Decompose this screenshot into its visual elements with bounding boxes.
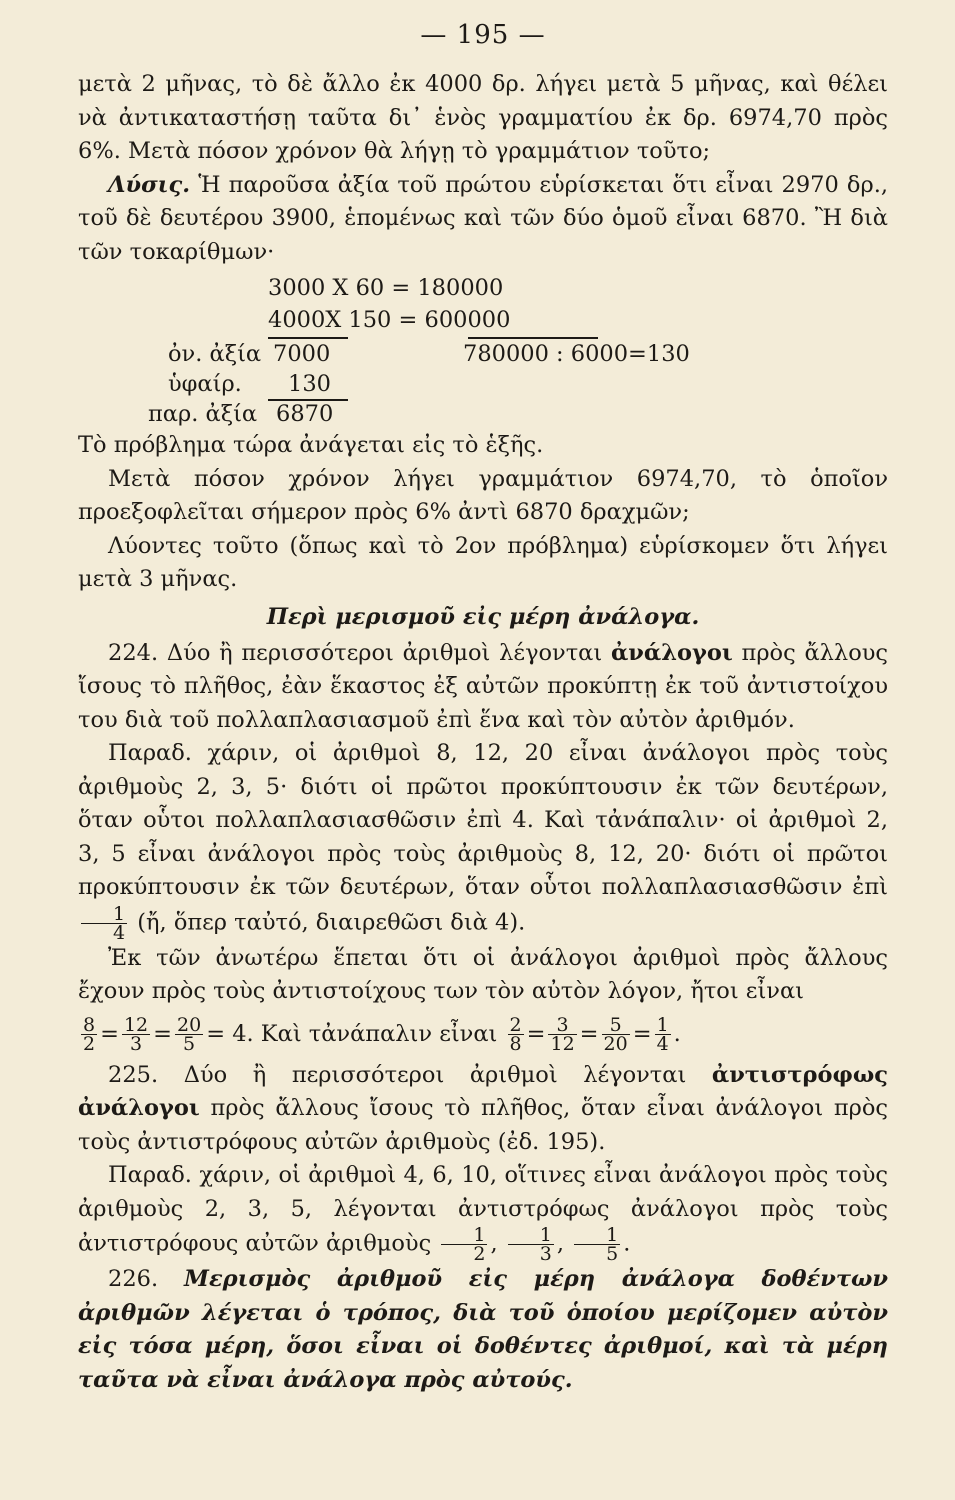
frac-den: 12 <box>550 1033 575 1055</box>
frac-den: 3 <box>130 1033 143 1055</box>
section-225-example-text: Παραδ. χάριν, οἱ ἀριθμοὶ 4, 6, 10, οἵτινες εἶναι ἀνάλογοι πρὸς τοὺς ἀριθμοὺς 2, 3, 5, λέγονται ἀντιστρόφως ἀνάλογοι πρὸς τοὺς ἀντιστρόφους αὐτῶν ἀριθμοὺς <box>78 1162 888 1257</box>
section-224 <box>78 637 888 738</box>
ratio-equation: $\frac{8}{2}$ = $\frac{12}{3}$ = $\frac{20}{5}$ = 4. Καὶ τἀνάπαλιν εἶναι $\frac{2}{8}$ = $\frac{3}{12}$ = $\frac{5}{20}$ = $\frac{1}{4}$ . <box>83 1014 681 1055</box>
frac-num: 12 <box>123 1014 149 1036</box>
frac-den: 2 <box>83 1033 96 1055</box>
section-heading: Περὶ μερισμοῦ εἰς μέρη ἀνάλογα. <box>266 603 700 630</box>
calc-row-1: 3000 X 60 = 180000 <box>268 275 504 301</box>
calc-row-5-value: 6870 <box>276 401 334 427</box>
calculation-block <box>78 269 888 429</box>
section-225-text-a: Δύο ἢ περισσότεροι ἀριθμοὶ λέγονται <box>183 1061 687 1088</box>
fraction-8-2 <box>81 1016 97 1053</box>
section-224-number: 224. <box>108 639 159 666</box>
frac-num: 8 <box>83 1014 96 1036</box>
answer-paragraph: Λύοντες τοῦτο (ὅπως καὶ τὸ 2ον πρόβλημα) εὑρίσκομεν ὅτι λήγει μετὰ 3 μῆνας. <box>78 532 888 592</box>
calc-row-5-label: παρ. ἀξία <box>148 401 258 427</box>
frac-den: 20 <box>603 1033 628 1055</box>
frac-den: 4 <box>113 921 126 944</box>
section-226 <box>78 1263 888 1397</box>
section-225-example-end: . <box>623 1230 631 1257</box>
term-antistrofos-analogoi: ἀντιστρόφως ἀνάλογοι <box>78 1061 889 1121</box>
frac-num: 1 <box>574 1226 620 1245</box>
section-225 <box>78 1059 888 1160</box>
solution-label: Λύσις. <box>108 171 191 198</box>
page-number: — 195 — <box>420 20 546 50</box>
problem-paragraph: Τὸ πρόβλημα τώρα ἀνάγεται εἰς τὸ ἑξῆς. <box>78 432 544 458</box>
frac-num: 3 <box>548 1016 576 1035</box>
section-225-number: 225. <box>108 1061 159 1088</box>
fraction-1-3 <box>508 1226 554 1263</box>
calc-row-3-label: ὀν. ἀξία <box>168 341 262 367</box>
question-paragraph: Μετὰ πόσον χρόνον λήγει γραμμάτιον 6974,70, τὸ ὁποῖον προεξοφλεῖται σήμερον πρὸς 6% ἀντὶ 6870 δραχμῶν; <box>78 465 888 525</box>
solution-paragraph <box>78 169 888 270</box>
example-text-a: Παραδ. χάριν, οἱ ἀριθμοὶ 8, 12, 20 εἶναι ἀνάλογοι πρὸς τοὺς ἀριθμοὺς 2, 3, 5· διότι οἱ πρῶτοι προκύπτουσιν ἐκ τῶν δευτέρων, ὅταν οὗτοι πολλαπλασιασθῶσιν ἐπὶ 4. Καὶ τἀνάπαλιν· οἱ ἀριθμοὶ 2, 3, 5 εἶναι ἀνάλογοι πρὸς τοὺς ἀριθμοὺς 8, 12, 20· διότι οἱ πρῶτοι προκύπτουσιν ἐκ τῶν δευτέρων, ὅταν οὗτοι πολλαπλασιασθῶσιν ἐπὶ <box>78 740 888 900</box>
fraction-1-4 <box>655 1016 671 1053</box>
calc-row-4-value: 130 <box>288 371 331 397</box>
frac-den: 4 <box>656 1033 669 1055</box>
calc-row-3-result: 780000 : 6000=130 <box>463 341 690 367</box>
frac-num: 5 <box>602 1016 630 1035</box>
section-226-definition: Μερισμὸς ἀριθμοῦ εἰς μέρη ἀνάλογα δοθέντων ἀριθμῶν λέγεται ὁ τρόπος, διὰ τοῦ ὁποίου μερίζομεν αὐτὸν εἰς τόσα μέρη, ὅσοι εἶναι οἱ δοθέντες ἀριθμοί, καὶ τὰ μέρη ταῦτα νὰ εἶναι ἀνάλογα πρὸς αὐτούς. <box>78 1266 888 1393</box>
equation-end: . <box>673 1020 681 1047</box>
fraction-1-5 <box>574 1226 620 1263</box>
section-224-text-a: Δύο ἢ περισσότεροι ἀριθμοὶ λέγονται <box>166 639 603 666</box>
frac-num: 20 <box>177 1014 202 1036</box>
section-224-example <box>78 737 888 942</box>
equation-middle: = 4. Καὶ τἀνάπαλιν εἶναι <box>206 1020 498 1047</box>
fraction-3-12 <box>548 1016 576 1053</box>
calc-row-3-value: 7000 <box>273 341 331 367</box>
term-analogoi: ἀνάλογοι <box>610 639 733 666</box>
fraction-12-3 <box>122 1016 150 1053</box>
frac-den: 2 <box>473 1243 486 1265</box>
example-text-b: (ἤ, ὅπερ ταὐτό, διαιρεθῶσι διὰ 4). <box>137 909 526 935</box>
intro-paragraph: μετὰ 2 μῆνας, τὸ δὲ ἄλλο ἐκ 4000 δρ. λήγει μετὰ 5 μῆνας, καὶ θέλει νὰ ἀντικαταστήσῃ ταῦτα δι᾽ ἑνὸς γραμματίου ἐκ δρ. 6974,70 πρὸς 6%. Μετὰ πόσον χρόνον θὰ λήγῃ τὸ γραμμάτιον τοῦτο; <box>78 71 888 164</box>
fraction-2-8 <box>508 1016 524 1053</box>
section-224-text-b: πρὸς ἄλλους ἴσους τὸ πλῆθος, ἐὰν ἕκαστος ἐξ αὐτῶν προκύπτῃ ἐκ τοῦ ἀντιστοίχου του διὰ τοῦ πολλαπλασιασμοῦ ἐπὶ ἕνα καὶ τὸν αὐτὸν ἀριθμόν. <box>78 639 889 733</box>
fraction-5-20 <box>602 1016 630 1053</box>
frac-num: 2 <box>509 1014 522 1036</box>
fraction-20-5 <box>175 1016 203 1053</box>
frac-den: 5 <box>606 1243 619 1265</box>
section-224-conclusion: Ἐκ τῶν ἀνωτέρω ἕπεται ὅτι οἱ ἀνάλογοι ἀριθμοὶ πρὸς ἄλλους ἔχουν πρὸς τοὺς ἀντιστοίχους των τὸν αὐτὸν λόγον, ἤτοι εἶναι <box>78 944 888 1004</box>
frac-num: 1 <box>508 1226 554 1245</box>
calc-row-4-label: ὑφαίρ. <box>168 371 242 397</box>
frac-den: 3 <box>539 1243 552 1265</box>
section-226-number: 226. <box>108 1266 159 1292</box>
frac-num: 1 <box>81 905 127 924</box>
frac-den: 8 <box>509 1033 522 1055</box>
section-225-text-b: πρὸς ἄλλους ἴσους τὸ πλῆθος, ὅταν εἶναι ἀνάλογοι πρὸς τοὺς ἀντιστρόφους αὐτῶν ἀριθμοὺς (ἐδ. 195). <box>78 1095 888 1155</box>
frac-den: 5 <box>183 1033 196 1055</box>
calc-row-2: 4000X 150 = 600000 <box>268 307 511 333</box>
fraction-1-2 <box>441 1226 487 1263</box>
fraction-one-quarter <box>81 902 127 944</box>
section-225-example: Παραδ. χάριν, οἱ ἀριθμοὶ 4, 6, 10, οἵτινες εἶναι ἀνάλογοι πρὸς τοὺς ἀριθμοὺς 2, 3, 5, λέγονται ἀντιστρόφως ἀνάλογοι πρὸς τοὺς ἀντιστρόφους αὐτῶν ἀριθμοὺς $\frac{1}{2}$ , $\frac{1}{3}$ , $\frac{1}{5}$ . <box>78 1162 888 1265</box>
frac-num: 1 <box>656 1014 669 1036</box>
page <box>78 20 888 1397</box>
solution-text: Ἡ παροῦσα ἀξία τοῦ πρώτου εὑρίσκεται ὅτι εἶναι 2970 δρ., τοῦ δὲ δευτέρου 3900, ἑπομένως καὶ τῶν δύο ὁμοῦ εἶναι 6870. Ἢ διὰ τῶν τοκαρίθμων· <box>78 171 888 265</box>
frac-num: 1 <box>441 1226 487 1245</box>
